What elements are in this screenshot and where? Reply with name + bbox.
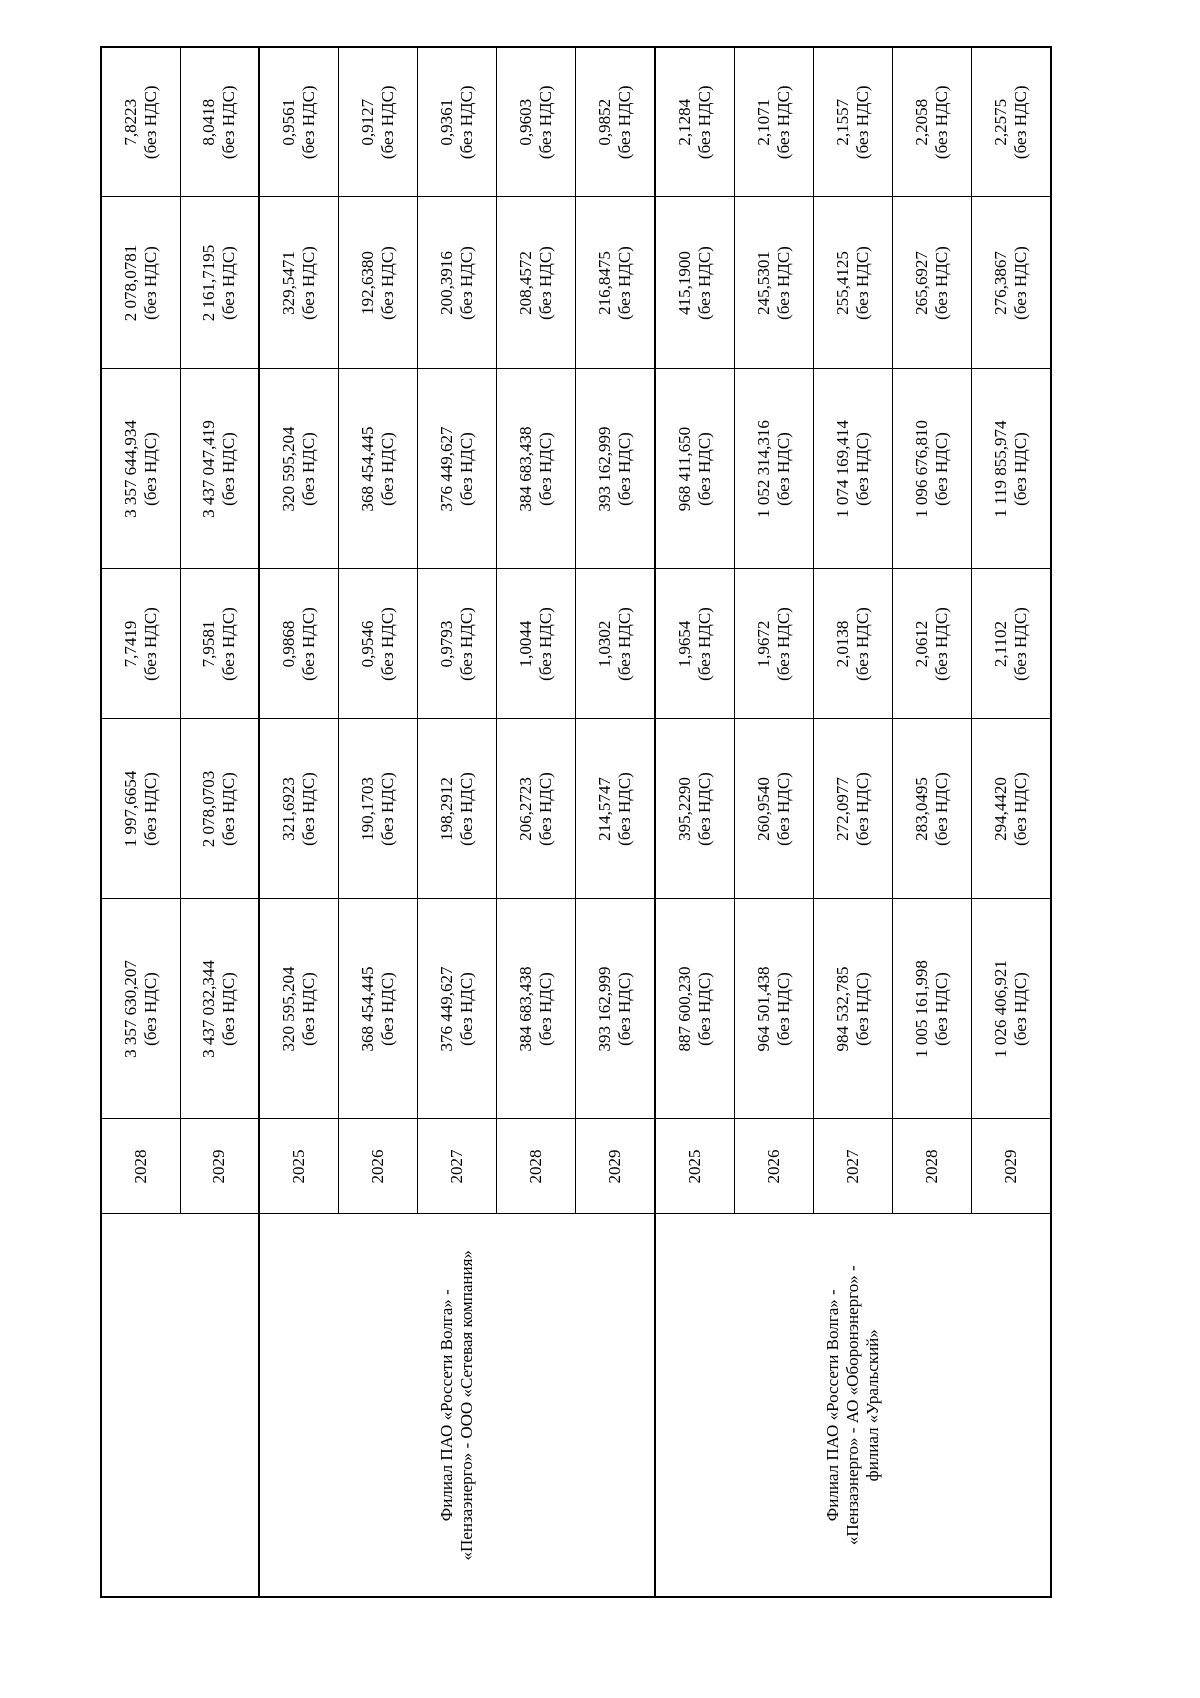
value-cell-d bbox=[418, 369, 497, 569]
value-cell-f bbox=[972, 47, 1051, 197]
vat-note: (без НДС) bbox=[378, 772, 398, 846]
cell-value: 294,4420 bbox=[991, 777, 1011, 841]
cell-value: 2,2575 bbox=[991, 98, 1011, 146]
cell-value: 272,0977 bbox=[832, 777, 852, 841]
value-cell-d bbox=[338, 369, 417, 569]
value-cell-d bbox=[259, 369, 338, 569]
value-cell-d bbox=[101, 369, 180, 569]
cell-value: 887 600,230 bbox=[674, 966, 694, 1052]
vat-note: (без НДС) bbox=[219, 85, 239, 160]
vat-note: (без НДС) bbox=[773, 772, 793, 846]
cell-value: 0,9361 bbox=[437, 98, 457, 146]
value-cell-e bbox=[734, 197, 813, 369]
vat-note: (без НДС) bbox=[536, 85, 556, 160]
value-cell-e bbox=[338, 197, 417, 369]
value-cell-e bbox=[101, 197, 180, 369]
vat-note: (без НДС) bbox=[219, 432, 239, 506]
cell-value: 1 052 314,316 bbox=[753, 420, 773, 518]
vat-note: (без НДС) bbox=[615, 85, 635, 160]
vat-note: (без НДС) bbox=[773, 432, 793, 506]
value-cell-d bbox=[972, 369, 1051, 569]
value-cell-f bbox=[418, 47, 497, 197]
company-name-cell bbox=[101, 1214, 259, 1597]
cell-value: 2,1284 bbox=[674, 98, 694, 146]
vat-note: (без НДС) bbox=[299, 972, 319, 1046]
value-cell-e bbox=[418, 197, 497, 369]
vat-note: (без НДС) bbox=[852, 772, 872, 846]
value-cell-a bbox=[655, 899, 734, 1119]
value-cell-a bbox=[418, 899, 497, 1119]
value-cell-e bbox=[655, 197, 734, 369]
vat-note: (без НДС) bbox=[694, 85, 714, 160]
cell-value: 393 162,999 bbox=[595, 426, 615, 512]
vat-note: (без НДС) bbox=[299, 85, 319, 160]
value-cell-a bbox=[734, 899, 813, 1119]
vat-note: (без НДС) bbox=[773, 972, 793, 1046]
tariff-table-body bbox=[101, 47, 1051, 1597]
value-cell-c bbox=[418, 569, 497, 719]
value-cell-b bbox=[180, 719, 259, 899]
vat-note: (без НДС) bbox=[694, 246, 714, 320]
vat-note: (без НДС) bbox=[219, 972, 239, 1046]
vat-note: (без НДС) bbox=[457, 772, 477, 846]
value-cell-a bbox=[259, 899, 338, 1119]
cell-value: 265,6927 bbox=[912, 251, 932, 315]
value-cell-f bbox=[576, 47, 655, 197]
vat-note: (без НДС) bbox=[852, 607, 872, 681]
vat-note: (без НДС) bbox=[615, 246, 635, 320]
cell-value: 1 096 676,810 bbox=[912, 420, 932, 518]
value-cell-d bbox=[180, 369, 259, 569]
vat-note: (без НДС) bbox=[773, 246, 793, 320]
cell-value: 208,4572 bbox=[516, 251, 536, 315]
value-cell-f bbox=[655, 47, 734, 197]
value-cell-c bbox=[497, 569, 576, 719]
cell-value: 276,3867 bbox=[991, 251, 1011, 315]
vat-note: (без НДС) bbox=[378, 85, 398, 160]
vat-note: (без НДС) bbox=[140, 432, 160, 506]
cell-value: 214,5747 bbox=[595, 777, 615, 841]
cell-value: 415,1900 bbox=[674, 251, 694, 315]
cell-value: 2,0138 bbox=[832, 620, 852, 668]
cell-value: 384 683,438 bbox=[516, 966, 536, 1052]
cell-value: 1,9672 bbox=[753, 620, 773, 668]
value-cell-b bbox=[338, 719, 417, 899]
value-cell-e bbox=[576, 197, 655, 369]
cell-value: 320 595,204 bbox=[279, 966, 299, 1052]
vat-note: (без НДС) bbox=[140, 85, 160, 160]
vat-note: (без НДС) bbox=[852, 246, 872, 320]
value-cell-e bbox=[180, 197, 259, 369]
year-cell: 2029 bbox=[576, 1119, 655, 1214]
value-cell-a bbox=[972, 899, 1051, 1119]
cell-value: 321,6923 bbox=[279, 777, 299, 841]
value-cell-c bbox=[655, 569, 734, 719]
vat-note: (без НДС) bbox=[1011, 972, 1031, 1046]
tariff-table bbox=[100, 46, 1052, 1598]
cell-value: 3 437 032,344 bbox=[199, 960, 219, 1058]
cell-value: 2,1102 bbox=[991, 620, 1011, 668]
vat-note: (без НДС) bbox=[932, 607, 952, 681]
vat-note: (без НДС) bbox=[1011, 85, 1031, 160]
value-cell-c bbox=[813, 569, 892, 719]
vat-note: (без НДС) bbox=[852, 972, 872, 1046]
vat-note: (без НДС) bbox=[299, 772, 319, 846]
value-cell-e bbox=[972, 197, 1051, 369]
cell-value: 984 532,785 bbox=[832, 966, 852, 1052]
vat-note: (без НДС) bbox=[694, 972, 714, 1046]
vat-note: (без НДС) bbox=[457, 432, 477, 506]
cell-value: 216,8475 bbox=[595, 251, 615, 315]
vat-note: (без НДС) bbox=[932, 432, 952, 506]
vat-note: (без НДС) bbox=[378, 246, 398, 320]
year-cell: 2026 bbox=[734, 1119, 813, 1214]
year-cell: 2028 bbox=[497, 1119, 576, 1214]
value-cell-e bbox=[893, 197, 972, 369]
cell-value: 395,2290 bbox=[674, 777, 694, 841]
cell-value: 376 449,627 bbox=[437, 426, 457, 512]
vat-note: (без НДС) bbox=[615, 972, 635, 1046]
value-cell-d bbox=[813, 369, 892, 569]
cell-value: 0,9868 bbox=[279, 620, 299, 668]
cell-value: 2,0612 bbox=[912, 620, 932, 668]
vat-note: (без НДС) bbox=[932, 85, 952, 160]
value-cell-d bbox=[576, 369, 655, 569]
cell-value: 2,1071 bbox=[753, 98, 773, 146]
cell-value: 7,9581 bbox=[199, 620, 219, 668]
vat-note: (без НДС) bbox=[378, 972, 398, 1046]
vat-note: (без НДС) bbox=[378, 607, 398, 681]
cell-value: 7,8223 bbox=[120, 98, 140, 146]
value-cell-f bbox=[813, 47, 892, 197]
year-cell: 2028 bbox=[893, 1119, 972, 1214]
value-cell-b bbox=[893, 719, 972, 899]
value-cell-d bbox=[734, 369, 813, 569]
vat-note: (без НДС) bbox=[140, 772, 160, 846]
value-cell-c bbox=[259, 569, 338, 719]
vat-note: (без НДС) bbox=[457, 246, 477, 320]
cell-value: 190,1703 bbox=[358, 777, 378, 841]
cell-value: 329,5471 bbox=[279, 251, 299, 315]
value-cell-a bbox=[338, 899, 417, 1119]
cell-value: 206,2723 bbox=[516, 777, 536, 841]
vat-note: (без НДС) bbox=[932, 772, 952, 846]
cell-value: 376 449,627 bbox=[437, 966, 457, 1052]
vat-note: (без НДС) bbox=[773, 607, 793, 681]
cell-value: 200,3916 bbox=[437, 251, 457, 315]
cell-value: 8,0418 bbox=[199, 98, 219, 146]
cell-value: 1 997,6654 bbox=[120, 770, 140, 848]
value-cell-c bbox=[180, 569, 259, 719]
cell-value: 260,9540 bbox=[753, 777, 773, 841]
cell-value: 368 454,445 bbox=[358, 426, 378, 512]
cell-value: 0,9793 bbox=[437, 620, 457, 668]
value-cell-b bbox=[259, 719, 338, 899]
rotated-tariff-table-page bbox=[100, 48, 1050, 1598]
table-row bbox=[259, 47, 338, 1597]
cell-value: 2 078,0703 bbox=[199, 770, 219, 848]
cell-value: 192,6380 bbox=[358, 251, 378, 315]
cell-value: 7,7419 bbox=[120, 620, 140, 668]
vat-note: (без НДС) bbox=[852, 85, 872, 160]
value-cell-f bbox=[338, 47, 417, 197]
value-cell-b bbox=[101, 719, 180, 899]
year-cell: 2025 bbox=[655, 1119, 734, 1214]
company-name-cell: Филиал ПАО «Россети Волга» - «Пензаэнерго» - АО «Оборонэнерго» - филиал «Уральский» bbox=[655, 1214, 1051, 1597]
value-cell-b bbox=[813, 719, 892, 899]
year-cell: 2029 bbox=[180, 1119, 259, 1214]
value-cell-f bbox=[180, 47, 259, 197]
cell-value: 1 005 161,998 bbox=[912, 960, 932, 1058]
vat-note: (без НДС) bbox=[852, 432, 872, 506]
cell-value: 3 357 630,207 bbox=[120, 960, 140, 1058]
cell-value: 2,2058 bbox=[912, 98, 932, 146]
value-cell-c bbox=[338, 569, 417, 719]
vat-note: (без НДС) bbox=[694, 432, 714, 506]
cell-value: 3 437 047,419 bbox=[199, 420, 219, 518]
vat-note: (без НДС) bbox=[536, 972, 556, 1046]
vat-note: (без НДС) bbox=[457, 972, 477, 1046]
vat-note: (без НДС) bbox=[1011, 246, 1031, 320]
cell-value: 968 411,650 bbox=[674, 426, 694, 512]
year-cell: 2028 bbox=[101, 1119, 180, 1214]
cell-value: 1,0302 bbox=[595, 620, 615, 668]
vat-note: (без НДС) bbox=[615, 432, 635, 506]
cell-value: 368 454,445 bbox=[358, 966, 378, 1052]
year-cell: 2026 bbox=[338, 1119, 417, 1214]
vat-note: (без НДС) bbox=[536, 246, 556, 320]
vat-note: (без НДС) bbox=[140, 607, 160, 681]
cell-value: 2,1557 bbox=[832, 98, 852, 146]
value-cell-f bbox=[734, 47, 813, 197]
vat-note: (без НДС) bbox=[536, 607, 556, 681]
cell-value: 1 119 855,974 bbox=[991, 420, 1011, 518]
value-cell-a bbox=[893, 899, 972, 1119]
value-cell-b bbox=[972, 719, 1051, 899]
value-cell-b bbox=[655, 719, 734, 899]
vat-note: (без НДС) bbox=[694, 772, 714, 846]
cell-value: 0,9561 bbox=[279, 98, 299, 146]
cell-value: 1,9654 bbox=[674, 620, 694, 668]
year-cell: 2027 bbox=[418, 1119, 497, 1214]
cell-value: 0,9603 bbox=[516, 98, 536, 146]
value-cell-c bbox=[576, 569, 655, 719]
vat-note: (без НДС) bbox=[219, 607, 239, 681]
vat-note: (без НДС) bbox=[299, 432, 319, 506]
value-cell-f bbox=[497, 47, 576, 197]
cell-value: 245,5301 bbox=[753, 251, 773, 315]
value-cell-e bbox=[497, 197, 576, 369]
vat-note: (без НДС) bbox=[932, 972, 952, 1046]
value-cell-d bbox=[655, 369, 734, 569]
vat-note: (без НДС) bbox=[219, 246, 239, 320]
cell-value: 2 161,7195 bbox=[199, 244, 219, 322]
vat-note: (без НДС) bbox=[457, 607, 477, 681]
vat-note: (без НДС) bbox=[140, 972, 160, 1046]
vat-note: (без НДС) bbox=[773, 85, 793, 160]
cell-value: 384 683,438 bbox=[516, 426, 536, 512]
vat-note: (без НДС) bbox=[1011, 607, 1031, 681]
cell-value: 320 595,204 bbox=[279, 426, 299, 512]
cell-value: 2 078,0781 bbox=[120, 244, 140, 322]
value-cell-a bbox=[813, 899, 892, 1119]
cell-value: 198,2912 bbox=[437, 777, 457, 841]
vat-note: (без НДС) bbox=[1011, 772, 1031, 846]
value-cell-e bbox=[259, 197, 338, 369]
value-cell-f bbox=[101, 47, 180, 197]
value-cell-a bbox=[101, 899, 180, 1119]
company-name-cell: Филиал ПАО «Россети Волга» - «Пензаэнерго» - ООО «Сетевая компания» bbox=[259, 1214, 655, 1597]
value-cell-a bbox=[497, 899, 576, 1119]
value-cell-d bbox=[497, 369, 576, 569]
cell-value: 0,9127 bbox=[358, 98, 378, 146]
year-cell: 2027 bbox=[813, 1119, 892, 1214]
vat-note: (без НДС) bbox=[694, 607, 714, 681]
value-cell-f bbox=[893, 47, 972, 197]
vat-note: (без НДС) bbox=[536, 432, 556, 506]
vat-note: (без НДС) bbox=[1011, 432, 1031, 506]
value-cell-b bbox=[576, 719, 655, 899]
value-cell-c bbox=[734, 569, 813, 719]
value-cell-a bbox=[180, 899, 259, 1119]
vat-note: (без НДС) bbox=[536, 772, 556, 846]
cell-value: 1 026 406,921 bbox=[991, 960, 1011, 1058]
cell-value: 283,0495 bbox=[912, 777, 932, 841]
vat-note: (без НДС) bbox=[457, 85, 477, 160]
value-cell-b bbox=[497, 719, 576, 899]
value-cell-e bbox=[813, 197, 892, 369]
value-cell-b bbox=[418, 719, 497, 899]
vat-note: (без НДС) bbox=[299, 246, 319, 320]
cell-value: 255,4125 bbox=[832, 251, 852, 315]
cell-value: 3 357 644,934 bbox=[120, 420, 140, 518]
year-cell: 2025 bbox=[259, 1119, 338, 1214]
year-cell: 2029 bbox=[972, 1119, 1051, 1214]
cell-value: 0,9546 bbox=[358, 620, 378, 668]
vat-note: (без НДС) bbox=[615, 772, 635, 846]
vat-note: (без НДС) bbox=[140, 246, 160, 320]
cell-value: 393 162,999 bbox=[595, 966, 615, 1052]
vat-note: (без НДС) bbox=[378, 432, 398, 506]
table-row bbox=[101, 47, 180, 1597]
vat-note: (без НДС) bbox=[219, 772, 239, 846]
cell-value: 0,9852 bbox=[595, 98, 615, 146]
vat-note: (без НДС) bbox=[299, 607, 319, 681]
value-cell-b bbox=[734, 719, 813, 899]
table-row bbox=[655, 47, 734, 1597]
vat-note: (без НДС) bbox=[615, 607, 635, 681]
value-cell-a bbox=[576, 899, 655, 1119]
cell-value: 1 074 169,414 bbox=[832, 420, 852, 518]
value-cell-f bbox=[259, 47, 338, 197]
value-cell-d bbox=[893, 369, 972, 569]
value-cell-c bbox=[972, 569, 1051, 719]
value-cell-c bbox=[893, 569, 972, 719]
cell-value: 1,0044 bbox=[516, 620, 536, 668]
value-cell-c bbox=[101, 569, 180, 719]
vat-note: (без НДС) bbox=[932, 246, 952, 320]
cell-value: 964 501,438 bbox=[753, 966, 773, 1052]
